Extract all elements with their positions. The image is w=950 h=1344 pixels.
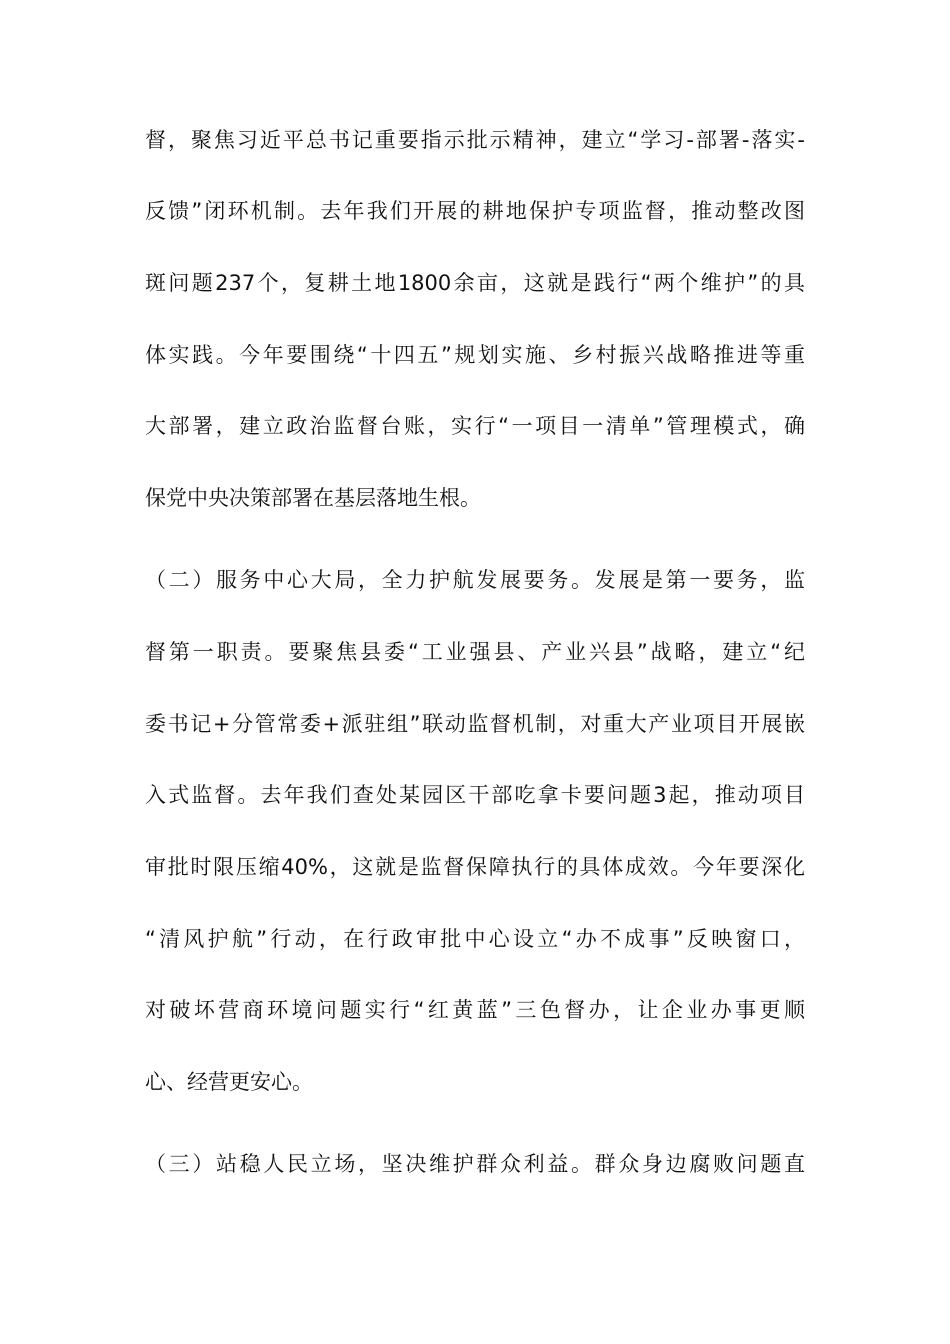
paragraph-line: 委书记+分管常委+派驻组”联动监督机制，对重大产业项目开展嵌 bbox=[145, 712, 805, 736]
paragraph-line: “清风护航”行动，在行政审批中心设立“办不成事”反映窗口， bbox=[145, 927, 805, 951]
paragraph-line: 督第一职责。要聚焦县委“工业强县、产业兴县”战略，建立“纪 bbox=[145, 640, 805, 664]
paragraph-line: 大部署，建立政治监督台账，实行“一项目一清单”管理模式，确 bbox=[145, 414, 805, 438]
paragraph-line: 斑问题237个，复耕土地1800余亩，这就是践行“两个维护”的具 bbox=[145, 271, 805, 295]
section-heading-line: （二）服务中心大局，全力护航发展要务。发展是第一要务，监 bbox=[145, 568, 805, 592]
paragraph-line: 入式监督。去年我们查处某园区干部吃拿卡要问题3起，推动项目 bbox=[145, 783, 805, 807]
paragraph-line: 心、经营更安心。 bbox=[145, 1070, 313, 1094]
paragraph-line: 审批时限压缩40%，这就是监督保障执行的具体成效。今年要深化 bbox=[145, 855, 805, 879]
paragraph-line: 反馈”闭环机制。去年我们开展的耕地保护专项监督，推动整改图 bbox=[145, 199, 805, 223]
paragraph-line: 体实践。今年要围绕“十四五”规划实施、乡村振兴战略推进等重 bbox=[145, 343, 805, 367]
section-heading-line: （三）站稳人民立场，坚决维护群众利益。群众身边腐败问题直 bbox=[145, 1152, 805, 1176]
paragraph-line: 督，聚焦习近平总书记重要指示批示精神，建立“学习-部署-落实- bbox=[145, 128, 805, 152]
paragraph-line: 对破坏营商环境问题实行“红黄蓝”三色督办，让企业办事更顺 bbox=[145, 998, 805, 1022]
paragraph-line: 保党中央决策部署在基层落地生根。 bbox=[145, 486, 481, 510]
